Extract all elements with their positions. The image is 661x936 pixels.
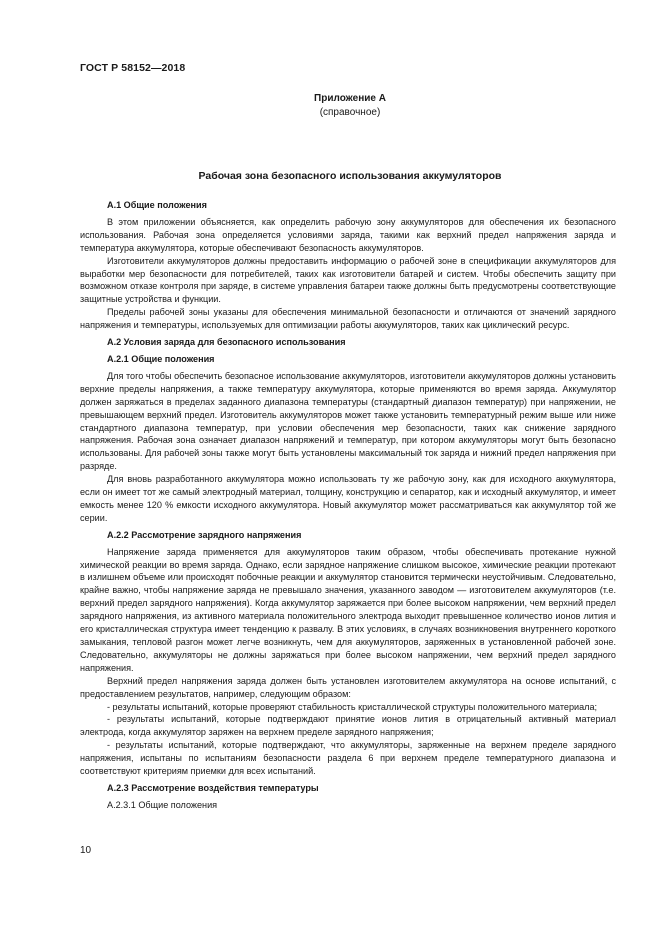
list-item-a22-1: - результаты испытаний, которые проверяют стабильность кристаллической структуры положительного материала;: [107, 701, 598, 712]
paragraph-a1-1: В этом приложении объясняется, как определить рабочую зону аккумуляторов для обеспечения их безопасного использования. Рабочая зона определяется условиями заряда, такими как верхний предел напряжения заряда и температура аккумулятора, которые обеспечивают безопасность аккумуляторов.: [80, 216, 616, 253]
paragraph-a1-2: Изготовители аккумуляторов должны предоставить информацию о рабочей зоне в спецификации аккумуляторов для выработки мер безопасности для потребителей, таких как изготовители батарей и систем. Чтобы обеспечить защиту при возможном отказе контроля при заряде, в системе управления батареи также должны быть предусмотрены соответствующие защитные устройства и функции.: [80, 255, 616, 305]
document-code: ГОСТ Р 58152—2018: [80, 62, 186, 74]
list-item-a22-2: - результаты испытаний, которые подтверждают принятие ионов лития в отрицательный активный материал электрода, когда аккумулятор заряжен на верхнем пределе зарядного напряжения;: [80, 714, 616, 738]
annex-subtitle: (справочное): [319, 107, 381, 118]
page-number: 10: [80, 845, 92, 856]
paragraph-a1-3: Пределы рабочей зоны указаны для обеспечения минимальной безопасности и отличаются от значений зарядного напряжения и температуры, используемых для оптимизации работы аккумуляторов, таких как циклический ресурс.: [80, 307, 616, 331]
document-body: [80, 199, 616, 812]
heading-a231: А.2.3.1 Общие положения: [107, 799, 218, 810]
annex-header: [200, 92, 500, 120]
heading-a1: А.1 Общие положения: [107, 200, 207, 210]
annex-main-title: Рабочая зона безопасного использования аккумуляторов: [198, 170, 502, 182]
heading-a2: А.2 Условия заряда для безопасного использования: [107, 337, 346, 348]
paragraph-a21-2: Для вновь разработанного аккумулятора можно использовать ту же рабочую зону, как для исходного аккумулятора, если он имеет тот же самый электродный материал, толщину, конструкцию и сепаратор, как и исходный аккумулятор, и имеет емкость менее 120 % емкости исходного аккумулятора. Новый аккумулятор может рассматриваться как аккумулятор той же серии.: [80, 474, 616, 523]
paragraph-a22-2: Верхний предел напряжения заряда должен быть установлен изготовителем аккумулятора на основе испытаний, с предоставлением результатов, например, следующим образом:: [80, 675, 616, 699]
heading-a22: А.2.2 Рассмотрение зарядного напряжения: [107, 529, 302, 540]
list-item-a22-3: - результаты испытаний, которые подтверждают, что аккумуляторы, заряженные на верхнем пределе зарядного напряжения, испытаны по испытаниям безопасности раздела 6 при верхнем пределе температурного диапазона и соответствуют критериям приемки для всех испытаний.: [80, 740, 616, 777]
paragraph-a21-1: Для того чтобы обеспечить безопасное использование аккумуляторов, изготовители аккумуляторов должны установить верхние пределы напряжения, а также температуру аккумулятора, которые применяются во время заряда. Аккумулятор должен заряжаться в пределах заданного диапазона температуры (стандартный диапазон температур) при напряжении, не превышающем верхний предел. Изготовитель аккумуляторов может также установить температурный режим выше или ниже стандартного диапазона температур, при условии обеспечения мер безопасности, таких как снижение зарядного напряжения. Рабочая зона означает диапазон напряжений и температур, при котором аккумуляторы могут быть безопасно использованы. Для рабочей зоны также могут быть установлены максимальный ток заряда и нижний предел напряжения при разряде.: [80, 370, 616, 472]
heading-a23: А.2.3 Рассмотрение воздействия температуры: [107, 782, 319, 793]
heading-a21: А.2.1 Общие положения: [107, 353, 215, 364]
paragraph-a22-1: Напряжение заряда применяется для аккумуляторов таким образом, чтобы обеспечивать протекание нужной химической реакции во время заряда. Однако, если зарядное напряжение слишком высокое, химические реакции протекают в излишнем объеме или происходят побочные реакции и аккумулятор становится термически неустойчивым. Следовательно, крайне важно, чтобы напряжение заряда не превышало значения, указанного заводом — изготовителем аккумуляторов (т.е. верхний предел зарядного напряжения). Когда аккумулятор заряжается при более высоком напряжении, чем верхний предел зарядного напряжения, из активного материала положительного электрода выходит превышенное количество ионов лития и его кристаллическая структура имеет тенденцию к развалу. В этих условиях, в случаях возникновения внутреннего короткого замыкания, тепловой разгон может легче возникнуть, чем для аккумуляторов, заряженных в установленной рабочей зоне. Следовательно, аккумуляторы не должны заряжаться при более высоком напряжении, чем верхний предел зарядного напряжения.: [80, 546, 616, 673]
annex-title: Приложение А: [314, 93, 386, 104]
